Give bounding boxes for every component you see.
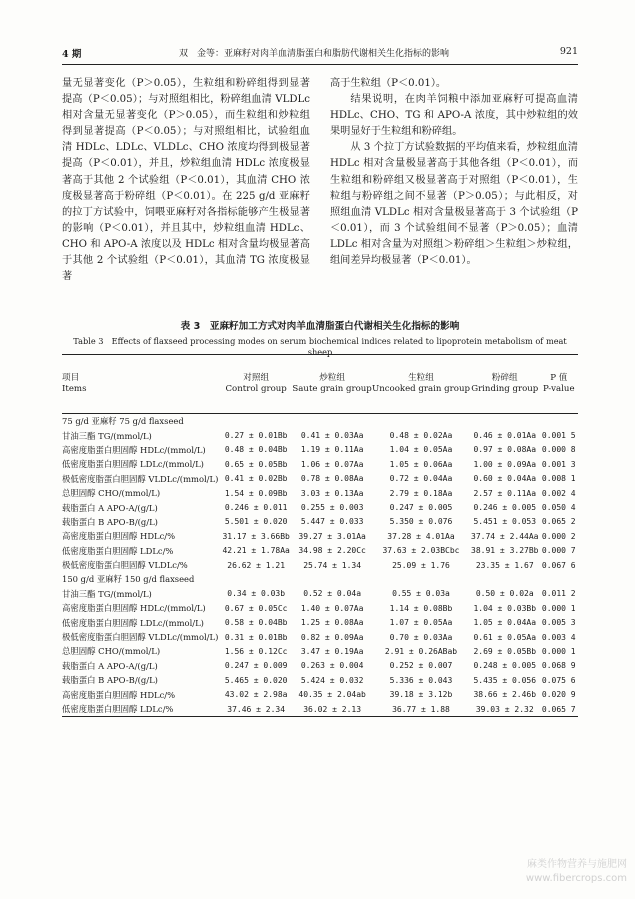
cell-value: 36.02 ± 2.13 — [292, 702, 372, 717]
row-item: 极低密度脂蛋白胆固醇 VLDLc/(mmol/L) — [62, 473, 219, 484]
row-item: 低密度脂蛋白胆固醇 LDLc/(mmol/L) — [62, 459, 204, 470]
cell-value: 1.05 ± 0.06Aa — [389, 459, 453, 469]
cell-value: 0.58 ± 0.04Bb — [224, 618, 288, 628]
row-item: 高密度脂蛋白胆固醇 HDLc/% — [62, 689, 176, 700]
cell-value: 0.97 ± 0.08Aa — [473, 445, 537, 455]
row-item: 总胆固醇 CHO/(mmol/L) — [62, 646, 161, 657]
cell-value: 0.246 ± 0.011 — [224, 503, 288, 513]
cell-value: 39.03 ± 2.32 — [470, 702, 540, 717]
table-row — [62, 687, 578, 701]
cell-pvalue: 0.000 2 — [541, 531, 576, 541]
table-row — [62, 644, 578, 658]
left-column — [62, 76, 310, 285]
table-row — [62, 558, 578, 572]
row-item: 甘油三酯 TG/(mmol/L) — [62, 588, 152, 599]
cell-value: 40.35 ± 2.04ab — [298, 690, 366, 700]
cell-value — [292, 572, 372, 586]
cell-value: 0.48 ± 0.04Bb — [224, 445, 288, 455]
cell-value: 0.255 ± 0.003 — [300, 503, 364, 513]
cell-pvalue: 0.008 1 — [541, 474, 576, 484]
cell-value: 39.18 ± 3.12b — [389, 690, 453, 700]
cell-pvalue: 0.068 9 — [541, 661, 576, 671]
cell-pvalue: 0.001 3 — [541, 459, 576, 469]
cell-value: 1.25 ± 0.08Aa — [300, 618, 364, 628]
row-item: 甘油三酯 TG/(mmol/L) — [62, 430, 152, 441]
cell-value: 38.91 ± 3.27Bb — [471, 546, 539, 556]
row-item: 载脂蛋白 B APO-B/(g/L) — [62, 675, 158, 686]
cell-value: 37.28 ± 4.01Aa — [387, 531, 455, 541]
cell-value: 36.77 ± 1.88 — [372, 702, 470, 717]
page-number: 921 — [559, 46, 578, 57]
cell-value: 2.91 ± 0.26ABab — [384, 646, 458, 656]
row-item: 极低密度脂蛋白胆固醇 VLDLc/(mmol/L) — [62, 632, 219, 643]
cell-value: 1.04 ± 0.05Aa — [389, 445, 453, 455]
cell-value: 31.17 ± 3.66Bb — [222, 531, 290, 541]
cell-value: 0.52 ± 0.04a — [303, 589, 362, 599]
row-item: 低密度脂蛋白胆固醇 LDLc/% — [62, 545, 174, 556]
table-row — [62, 486, 578, 500]
row-item: 低密度脂蛋白胆固醇 LDLc/(mmol/L) — [62, 617, 204, 628]
cell-value: 0.34 ± 0.03b — [227, 589, 286, 599]
running-title: 双 金等：亚麻籽对肉羊血清脂蛋白和脂肪代谢相关生化指标的影响 — [179, 49, 450, 59]
cell-value: 1.56 ± 0.12Cc — [224, 646, 288, 656]
header-control: 对照组 Control group — [220, 355, 292, 414]
cell-pvalue: 0.000 1 — [541, 603, 576, 613]
cell-value: 2.57 ± 0.11Aa — [473, 488, 537, 498]
cell-pvalue — [540, 572, 578, 586]
table-row — [62, 428, 578, 442]
left-paragraph-1: 量无显著变化（P＞0.05），生粒组和粉碎组得到显著提高（P＜0.05）；与对照组相比，粉碎组血清 VLDLc 相对含量无显著变化（P＞0.05），而生粒组和炒粒组得到显著提高（P＜0.05）；与对照组相比，试验组血清 HDLc、LDLc、VLDLc、CHO 浓度均得到极显著提高（P＜0.01），并且，炒粒组血清 HDLc 浓度极显著高于其他 2 个试验组（P＜0.01），其血清 CHO 浓度极显著高于粉碎组（P＜0.01）。在 225 g/d 亚麻籽的拉丁方试验中，饲喂亚麻籽对各指标能够产生极显著的影响（P＜0.01），并且其中，炒粒组血清 HDLc、CHO 和 APO-A 浓度以及 HDLc 相对含量均极显著高于其他 2 个试验组（P＜0.01），其血清 TG 浓度极显著 — [62, 78, 310, 283]
cell-pvalue: 0.005 3 — [541, 618, 576, 628]
cell-value — [470, 414, 540, 429]
watermark-cn: 麻类作物营养与施肥网 — [527, 859, 627, 870]
cell-value: 34.98 ± 2.20Cc — [298, 546, 366, 556]
cell-value: 2.79 ± 0.18Aa — [389, 488, 453, 498]
cell-pvalue: 0.011 2 — [541, 589, 576, 599]
header-items: 项目 Items — [62, 355, 220, 414]
header-uncooked: 生粒组 Uncooked grain group — [372, 355, 470, 414]
right-paragraph-3: 从 3 个拉丁方试验数据的平均值来看，炒粒组血清 HDLc 相对含量极显著高于其他各组（P＜0.01），而生粒组和粉碎组又极显著高于对照组（P＜0.01），生粒组与粉碎组之间不显著（P＞0.05）；与此相反，对照组血清 VLDLc 相对含量极显著高于 3 个试验组（P＜0.01），而 3 个试验组间不显著（P＞0.05）；血清 LDLc 相对含量为对照组＞粉碎组＞生粒组＞炒粒组，组间差异均极显著（P＜0.01）。 — [330, 142, 578, 267]
cell-value: 39.27 ± 3.01Aa — [298, 531, 366, 541]
cell-value: 0.82 ± 0.09Aa — [300, 632, 364, 642]
cell-value: 26.62 ± 1.21 — [227, 560, 286, 570]
row-item: 高密度脂蛋白胆固醇 HDLc/(mmol/L) — [62, 444, 206, 455]
cell-pvalue: 0.003 4 — [541, 632, 576, 642]
table-row — [62, 457, 578, 471]
cell-value: 0.31 ± 0.01Bb — [224, 632, 288, 642]
table-row — [62, 515, 578, 529]
cell-value: 0.48 ± 0.02Aa — [389, 431, 453, 441]
cell-value: 0.263 ± 0.004 — [300, 661, 364, 671]
cell-pvalue: 0.075 6 — [541, 675, 576, 685]
watermark-url: www.fibercrops.com — [525, 873, 627, 884]
cell-value: 0.60 ± 0.04Aa — [473, 474, 537, 484]
cell-value: 5.501 ± 0.020 — [224, 517, 288, 527]
cell-value: 1.05 ± 0.04Aa — [473, 618, 537, 628]
cell-pvalue: 0.000 1 — [541, 646, 576, 656]
cell-value: 0.252 ± 0.007 — [389, 661, 453, 671]
cell-pvalue: 0.000 7 — [541, 546, 576, 556]
row-item: 极低密度脂蛋白胆固醇 VLDLc/% — [62, 560, 188, 571]
table-row — [62, 587, 578, 601]
table-row — [62, 529, 578, 543]
table-header-row — [62, 355, 578, 414]
cell-value: 37.63 ± 2.03BCbc — [382, 546, 460, 556]
cell-value: 0.70 ± 0.03Aa — [389, 632, 453, 642]
table-row — [62, 630, 578, 644]
cell-value: 1.40 ± 0.07Aa — [300, 603, 364, 613]
cell-pvalue: 0.065 7 — [540, 702, 578, 717]
cell-value: 0.67 ± 0.05Cc — [224, 603, 288, 613]
cell-pvalue: 0.050 4 — [541, 503, 576, 513]
right-paragraph-2: 结果说明，在肉羊饲粮中添加亚麻籽可提高血清 HDLc、CHO、TG 和 APO-A 浓度，其中炒粒组的效果明显好于生粒组和粉碎组。 — [330, 94, 578, 138]
row-item: 150 g/d 亚麻籽 150 g/d flaxseed — [62, 574, 195, 585]
table-section-row — [62, 572, 578, 586]
table-row — [62, 615, 578, 629]
cell-value: 5.465 ± 0.020 — [224, 675, 288, 685]
cell-value: 1.19 ± 0.11Aa — [300, 445, 364, 455]
cell-value: 5.435 ± 0.056 — [473, 675, 537, 685]
table-row — [62, 702, 578, 717]
row-item: 载脂蛋白 A APO-A/(g/L) — [62, 502, 158, 513]
cell-value: 23.35 ± 1.67 — [475, 560, 534, 570]
cell-value — [470, 572, 540, 586]
cell-value: 0.46 ± 0.01Aa — [473, 431, 537, 441]
cell-pvalue: 0.020 9 — [541, 690, 576, 700]
cell-value: 0.50 ± 0.02a — [475, 589, 534, 599]
cell-pvalue — [540, 414, 578, 429]
data-table — [62, 354, 578, 717]
cell-value: 5.424 ± 0.032 — [300, 675, 364, 685]
running-header — [62, 46, 578, 62]
cell-value — [372, 572, 470, 586]
table-row — [62, 443, 578, 457]
cell-value: 37.46 ± 2.34 — [220, 702, 292, 717]
cell-value: 3.03 ± 0.13Aa — [300, 488, 364, 498]
cell-value: 5.447 ± 0.033 — [300, 517, 364, 527]
cell-value — [220, 572, 292, 586]
cell-value — [220, 414, 292, 429]
cell-pvalue: 0.002 4 — [541, 488, 576, 498]
cell-pvalue: 0.067 6 — [541, 560, 576, 570]
cell-value: 25.74 ± 1.34 — [303, 560, 362, 570]
row-item: 高密度脂蛋白胆固醇 HDLc/(mmol/L) — [62, 603, 206, 614]
row-item: 高密度脂蛋白胆固醇 HDLc/% — [62, 531, 176, 542]
table-row — [62, 544, 578, 558]
row-item: 75 g/d 亚麻籽 75 g/d flaxseed — [62, 416, 184, 427]
row-item: 载脂蛋白 A APO-A/(g/L) — [62, 660, 158, 671]
table-row — [62, 673, 578, 687]
table-row — [62, 472, 578, 486]
cell-value: 38.66 ± 2.46b — [473, 690, 537, 700]
cell-value: 1.06 ± 0.07Aa — [300, 459, 364, 469]
right-column — [330, 76, 578, 269]
table-caption-en: Table 3 Effects of flaxseed processing modes on serum biochemical indices related to lipoprotein metabolism of meat sheep — [73, 336, 567, 357]
cell-value: 37.74 ± 2.44Aa — [471, 531, 539, 541]
cell-value: 0.41 ± 0.03Aa — [300, 431, 364, 441]
cell-value: 0.248 ± 0.005 — [473, 661, 537, 671]
cell-value: 0.27 ± 0.01Bb — [224, 431, 288, 441]
cell-value: 0.246 ± 0.005 — [473, 503, 537, 513]
header-rule — [62, 64, 578, 65]
table-row — [62, 601, 578, 615]
cell-value: 25.09 ± 1.76 — [392, 560, 450, 570]
right-paragraph-1: 高于生粒组（P＜0.01）。 — [330, 78, 447, 89]
cell-value: 1.14 ± 0.08Bb — [389, 603, 453, 613]
cell-value: 0.61 ± 0.05Aa — [473, 632, 537, 642]
table-section-row — [62, 414, 578, 429]
cell-value: 0.65 ± 0.05Bb — [224, 459, 288, 469]
cell-value: 0.247 ± 0.005 — [389, 503, 453, 513]
watermark — [526, 858, 627, 886]
cell-value: 2.69 ± 0.05Bb — [473, 646, 537, 656]
header-saute: 炒粒组 Saute grain group — [292, 355, 372, 414]
cell-pvalue: 0.065 2 — [541, 517, 576, 527]
cell-value — [292, 414, 372, 429]
cell-value: 43.02 ± 2.98a — [224, 690, 288, 700]
cell-value: 0.55 ± 0.03a — [392, 589, 450, 599]
table-row — [62, 659, 578, 673]
header-grinding: 粉碎组 Grinding group — [470, 355, 540, 414]
row-item: 载脂蛋白 B APO-B/(g/L) — [62, 516, 158, 527]
cell-value: 42.21 ± 1.78Aa — [222, 546, 290, 556]
row-item: 总胆固醇 CHO/(mmol/L) — [62, 488, 161, 499]
cell-value: 5.336 ± 0.043 — [389, 675, 453, 685]
cell-value: 0.41 ± 0.02Bb — [224, 474, 288, 484]
cell-value: 1.00 ± 0.09Aa — [473, 459, 537, 469]
cell-value: 0.247 ± 0.009 — [224, 661, 288, 671]
table-caption-cn: 表 3 亚麻籽加工方式对肉羊血清脂蛋白代谢相关生化指标的影响 — [180, 321, 460, 332]
cell-value: 1.04 ± 0.03Bb — [473, 603, 537, 613]
cell-value: 0.72 ± 0.04Aa — [389, 474, 453, 484]
cell-value: 0.78 ± 0.08Aa — [300, 474, 364, 484]
cell-value: 5.451 ± 0.053 — [473, 517, 537, 527]
cell-value: 1.07 ± 0.05Aa — [389, 618, 453, 628]
cell-pvalue: 0.001 5 — [541, 431, 576, 441]
header-pvalue: P 值 P-value — [540, 355, 578, 414]
table-row — [62, 500, 578, 514]
cell-value: 5.350 ± 0.076 — [389, 517, 453, 527]
cell-value: 1.54 ± 0.09Bb — [224, 488, 288, 498]
cell-value — [372, 414, 470, 429]
cell-value: 3.47 ± 0.19Aa — [300, 646, 364, 656]
issue-number: 4 期 — [62, 49, 82, 60]
row-item: 低密度脂蛋白胆固醇 LDLc/% — [62, 702, 220, 717]
cell-pvalue: 0.000 8 — [541, 445, 576, 455]
